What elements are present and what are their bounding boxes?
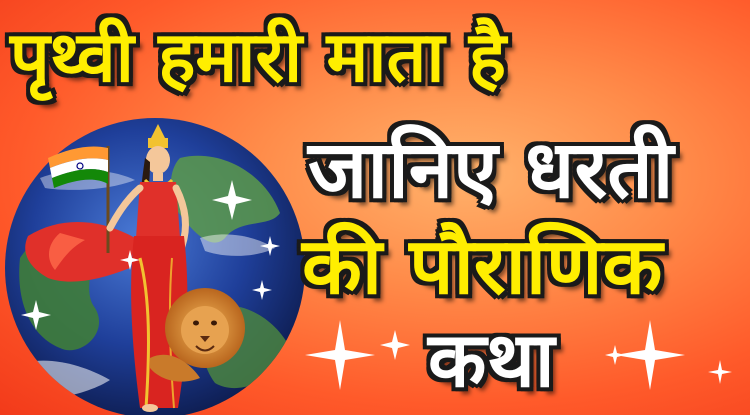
headline-line-4: कथा xyxy=(428,315,555,404)
headline-line-1: पृथ्वी हमारी माता है xyxy=(10,16,507,98)
sparkle-icon xyxy=(305,320,375,390)
sparkle-icon xyxy=(605,345,625,365)
sparkle-icon xyxy=(380,330,410,360)
sparkle-icon xyxy=(615,320,685,390)
headline-line-2: जानिए धरती xyxy=(308,123,674,216)
globe-illustration xyxy=(0,118,310,415)
headline-line-3: की पौराणिक xyxy=(302,222,663,312)
sparkle-icon xyxy=(708,360,732,384)
